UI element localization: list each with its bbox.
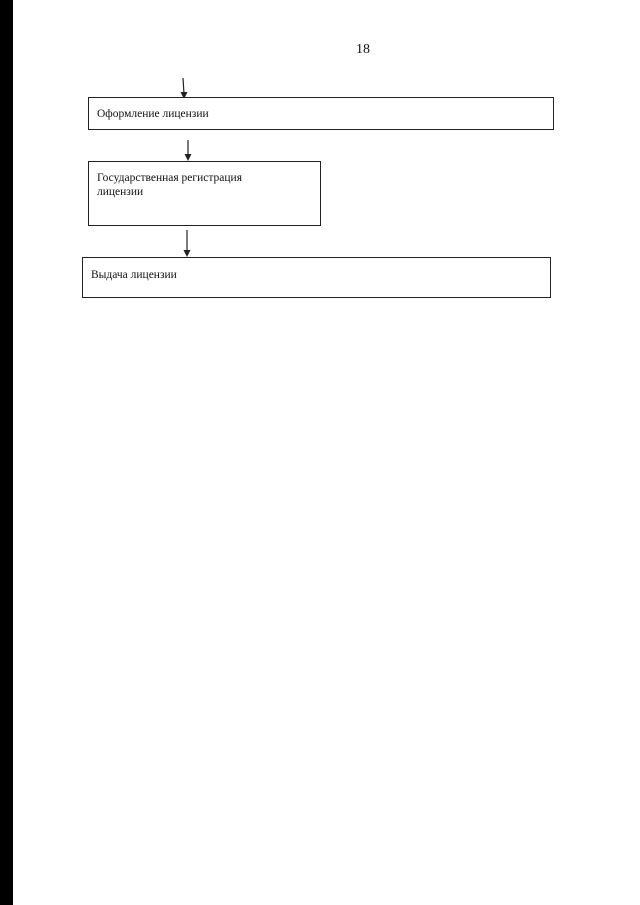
flow-step-label: Выдача лицензии xyxy=(91,269,177,281)
page-number: 18 xyxy=(356,42,370,57)
flow-step-license-delivery xyxy=(82,257,551,298)
flow-step-label: Государственная регистрация лицензии xyxy=(97,172,242,198)
flow-arrow-step-2-to-step-3 xyxy=(184,230,191,257)
flow-arrow-step-1-to-step-2 xyxy=(185,140,192,161)
flow-arrow-into-step-1 xyxy=(181,78,188,99)
flow-step-state-registration xyxy=(88,161,321,226)
flow-step-license-issuance-processing xyxy=(88,97,554,130)
flow-step-label: Оформление лицензии xyxy=(97,108,209,120)
